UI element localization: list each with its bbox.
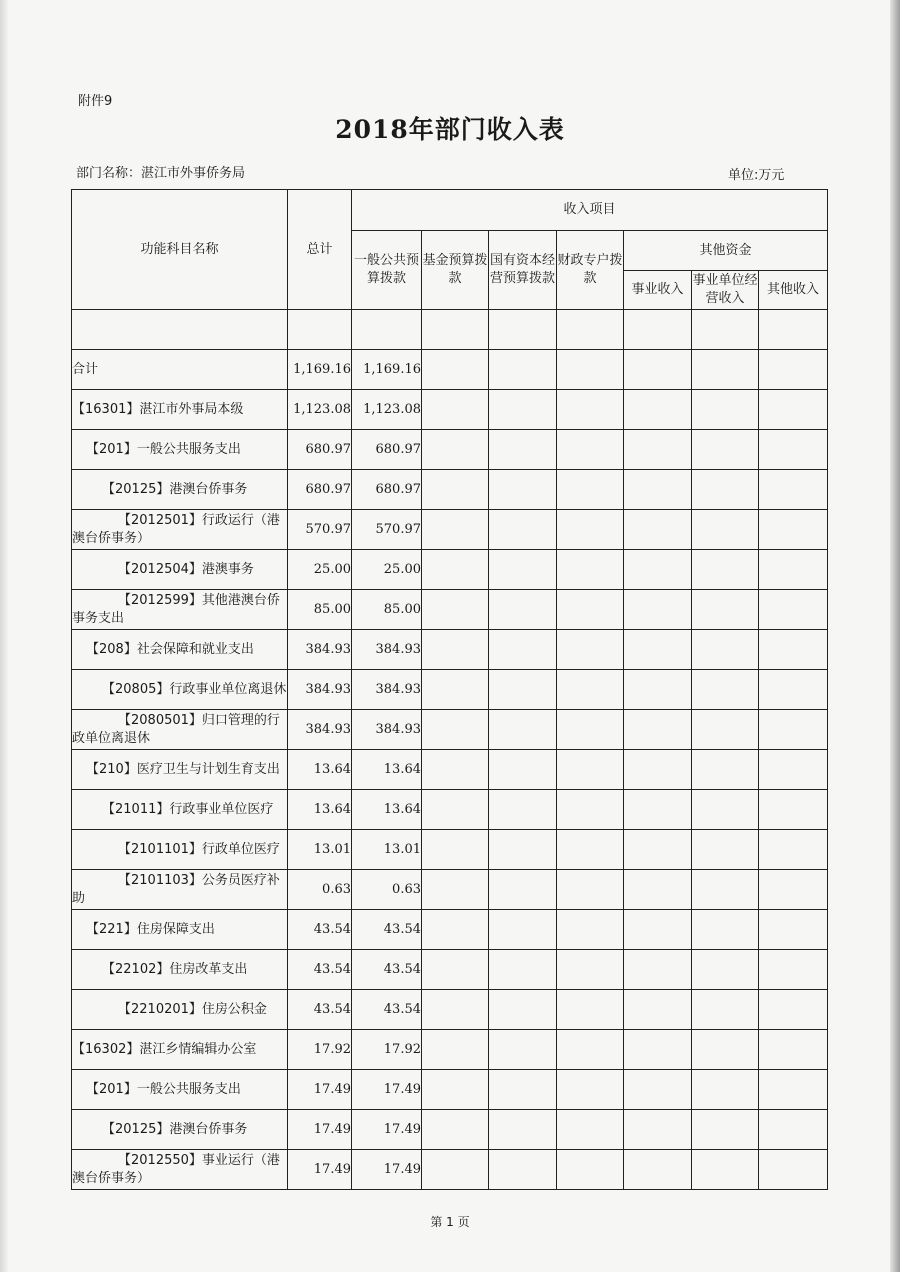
row-other-income bbox=[759, 470, 828, 510]
row-name: 【20805】行政事业单位离退休 bbox=[72, 670, 288, 710]
row-state-capital bbox=[489, 750, 557, 790]
row-state-capital bbox=[489, 630, 557, 670]
row-other-income bbox=[759, 350, 828, 390]
row-state-capital bbox=[489, 670, 557, 710]
row-state-capital bbox=[489, 510, 557, 550]
row-total: 17.92 bbox=[288, 1030, 352, 1070]
row-other-income bbox=[759, 630, 828, 670]
row-total: 85.00 bbox=[288, 590, 352, 630]
row-fund-budget bbox=[422, 670, 489, 710]
header-general-budget: 一般公共预算拨款 bbox=[352, 231, 422, 310]
row-fiscal-special bbox=[557, 990, 624, 1030]
row-business-income bbox=[624, 830, 692, 870]
row-unit-business-income bbox=[692, 710, 759, 750]
row-other-income bbox=[759, 710, 828, 750]
row-name: 【16301】湛江市外事局本级 bbox=[72, 390, 288, 430]
row-name: 【20125】港澳台侨事务 bbox=[72, 1110, 288, 1150]
row-business-income bbox=[624, 710, 692, 750]
row-total: 384.93 bbox=[288, 710, 352, 750]
row-name: 【221】住房保障支出 bbox=[72, 910, 288, 950]
row-fund-budget bbox=[422, 470, 489, 510]
row-general-budget: 13.64 bbox=[352, 790, 422, 830]
row-name: 【208】社会保障和就业支出 bbox=[72, 630, 288, 670]
row-name: 【2012504】港澳事务 bbox=[72, 550, 288, 590]
row-state-capital bbox=[489, 470, 557, 510]
row-fiscal-special bbox=[557, 710, 624, 750]
row-fiscal-special bbox=[557, 870, 624, 910]
header-income-items: 收入项目 bbox=[352, 190, 828, 231]
unit-label: 单位:万元 bbox=[728, 168, 785, 183]
row-fund-budget bbox=[422, 950, 489, 990]
table-row bbox=[72, 1110, 828, 1150]
row-unit-business-income bbox=[692, 870, 759, 910]
row-unit-business-income bbox=[692, 310, 759, 350]
row-state-capital bbox=[489, 790, 557, 830]
table-row bbox=[72, 310, 828, 350]
row-fund-budget bbox=[422, 390, 489, 430]
row-unit-business-income bbox=[692, 350, 759, 390]
row-other-income bbox=[759, 1110, 828, 1150]
row-total: 1,123.08 bbox=[288, 390, 352, 430]
table-row bbox=[72, 590, 828, 630]
row-total: 43.54 bbox=[288, 990, 352, 1030]
row-name bbox=[72, 310, 288, 350]
row-other-income bbox=[759, 510, 828, 550]
row-business-income bbox=[624, 590, 692, 630]
row-business-income bbox=[624, 790, 692, 830]
row-total: 43.54 bbox=[288, 950, 352, 990]
row-name: 【210】医疗卫生与计划生育支出 bbox=[72, 750, 288, 790]
header-unit-business-income: 事业单位经营收入 bbox=[692, 271, 759, 310]
row-business-income bbox=[624, 470, 692, 510]
row-other-income bbox=[759, 750, 828, 790]
row-general-budget: 680.97 bbox=[352, 430, 422, 470]
row-unit-business-income bbox=[692, 670, 759, 710]
header-other-income: 其他收入 bbox=[759, 271, 828, 310]
row-general-budget bbox=[352, 310, 422, 350]
row-other-income bbox=[759, 950, 828, 990]
row-general-budget: 43.54 bbox=[352, 950, 422, 990]
row-fiscal-special bbox=[557, 1110, 624, 1150]
row-other-income bbox=[759, 1030, 828, 1070]
row-name: 【21011】行政事业单位医疗 bbox=[72, 790, 288, 830]
row-fund-budget bbox=[422, 510, 489, 550]
row-unit-business-income bbox=[692, 550, 759, 590]
row-fiscal-special bbox=[557, 1030, 624, 1070]
row-other-income bbox=[759, 870, 828, 910]
row-unit-business-income bbox=[692, 1110, 759, 1150]
row-general-budget: 384.93 bbox=[352, 670, 422, 710]
income-table bbox=[71, 189, 828, 1190]
row-state-capital bbox=[489, 550, 557, 590]
header-business-income: 事业收入 bbox=[624, 271, 692, 310]
row-fund-budget bbox=[422, 310, 489, 350]
attachment-label: 附件9 bbox=[78, 94, 113, 109]
row-fiscal-special bbox=[557, 790, 624, 830]
row-fiscal-special bbox=[557, 910, 624, 950]
row-state-capital bbox=[489, 870, 557, 910]
row-state-capital bbox=[489, 1110, 557, 1150]
row-fiscal-special bbox=[557, 830, 624, 870]
page-edge-right bbox=[890, 0, 900, 1272]
row-other-income bbox=[759, 310, 828, 350]
row-general-budget: 680.97 bbox=[352, 470, 422, 510]
row-business-income bbox=[624, 1110, 692, 1150]
row-state-capital bbox=[489, 1150, 557, 1190]
row-unit-business-income bbox=[692, 1030, 759, 1070]
row-state-capital bbox=[489, 390, 557, 430]
table-row bbox=[72, 550, 828, 590]
row-unit-business-income bbox=[692, 470, 759, 510]
row-fund-budget bbox=[422, 710, 489, 750]
row-name: 【201】一般公共服务支出 bbox=[72, 430, 288, 470]
table-row bbox=[72, 910, 828, 950]
row-business-income bbox=[624, 510, 692, 550]
row-state-capital bbox=[489, 950, 557, 990]
row-fiscal-special bbox=[557, 390, 624, 430]
row-state-capital bbox=[489, 990, 557, 1030]
row-name: 【20125】港澳台侨事务 bbox=[72, 470, 288, 510]
table-row bbox=[72, 1030, 828, 1070]
row-general-budget: 17.92 bbox=[352, 1030, 422, 1070]
row-general-budget: 570.97 bbox=[352, 510, 422, 550]
row-unit-business-income bbox=[692, 990, 759, 1030]
row-business-income bbox=[624, 550, 692, 590]
row-fund-budget bbox=[422, 550, 489, 590]
row-total: 43.54 bbox=[288, 910, 352, 950]
page-number: 第 1 页 bbox=[430, 1215, 470, 1229]
row-state-capital bbox=[489, 710, 557, 750]
row-fiscal-special bbox=[557, 630, 624, 670]
row-name: 【201】一般公共服务支出 bbox=[72, 1070, 288, 1110]
table-row bbox=[72, 950, 828, 990]
row-fund-budget bbox=[422, 750, 489, 790]
row-name: 【2012501】行政运行（港澳台侨事务） bbox=[72, 510, 288, 550]
row-business-income bbox=[624, 630, 692, 670]
row-business-income bbox=[624, 1070, 692, 1110]
row-unit-business-income bbox=[692, 390, 759, 430]
row-general-budget: 17.49 bbox=[352, 1110, 422, 1150]
row-state-capital bbox=[489, 590, 557, 630]
row-general-budget: 17.49 bbox=[352, 1070, 422, 1110]
row-other-income bbox=[759, 910, 828, 950]
row-total: 13.64 bbox=[288, 750, 352, 790]
row-unit-business-income bbox=[692, 630, 759, 670]
header-fiscal-special: 财政专户拨款 bbox=[557, 231, 624, 310]
row-fiscal-special bbox=[557, 590, 624, 630]
row-business-income bbox=[624, 350, 692, 390]
row-unit-business-income bbox=[692, 910, 759, 950]
row-fund-budget bbox=[422, 990, 489, 1030]
table-row bbox=[72, 510, 828, 550]
row-other-income bbox=[759, 590, 828, 630]
row-fiscal-special bbox=[557, 430, 624, 470]
row-general-budget: 1,123.08 bbox=[352, 390, 422, 430]
row-fund-budget bbox=[422, 430, 489, 470]
row-general-budget: 384.93 bbox=[352, 710, 422, 750]
row-fiscal-special bbox=[557, 670, 624, 710]
row-fund-budget bbox=[422, 1070, 489, 1110]
row-general-budget: 13.64 bbox=[352, 750, 422, 790]
row-business-income bbox=[624, 870, 692, 910]
row-state-capital bbox=[489, 1030, 557, 1070]
page-edge-left bbox=[0, 0, 8, 1272]
table-row bbox=[72, 870, 828, 910]
row-general-budget: 43.54 bbox=[352, 990, 422, 1030]
row-other-income bbox=[759, 790, 828, 830]
row-business-income bbox=[624, 990, 692, 1030]
row-name: 【2080501】归口管理的行政单位离退休 bbox=[72, 710, 288, 750]
row-unit-business-income bbox=[692, 590, 759, 630]
header-fund-budget: 基金预算拨款 bbox=[422, 231, 489, 310]
row-total: 17.49 bbox=[288, 1150, 352, 1190]
row-fund-budget bbox=[422, 1110, 489, 1150]
row-unit-business-income bbox=[692, 430, 759, 470]
row-state-capital bbox=[489, 830, 557, 870]
row-fund-budget bbox=[422, 590, 489, 630]
row-general-budget: 43.54 bbox=[352, 910, 422, 950]
row-name: 【16302】湛江乡情编辑办公室 bbox=[72, 1030, 288, 1070]
table-row bbox=[72, 470, 828, 510]
row-total: 1,169.16 bbox=[288, 350, 352, 390]
row-name: 【2101103】公务员医疗补助 bbox=[72, 870, 288, 910]
row-fiscal-special bbox=[557, 310, 624, 350]
row-state-capital bbox=[489, 350, 557, 390]
table-row bbox=[72, 990, 828, 1030]
row-other-income bbox=[759, 390, 828, 430]
header-state-capital: 国有资本经营预算拨款 bbox=[489, 231, 557, 310]
row-unit-business-income bbox=[692, 950, 759, 990]
row-state-capital bbox=[489, 1070, 557, 1110]
table-row bbox=[72, 1150, 828, 1190]
row-fund-budget bbox=[422, 1030, 489, 1070]
row-total: 384.93 bbox=[288, 670, 352, 710]
row-name: 【2101101】行政单位医疗 bbox=[72, 830, 288, 870]
row-business-income bbox=[624, 1150, 692, 1190]
table-row bbox=[72, 630, 828, 670]
department-name: 部门名称：湛江市外事侨务局 bbox=[76, 166, 246, 181]
header-total: 总计 bbox=[288, 190, 352, 310]
row-fiscal-special bbox=[557, 350, 624, 390]
table-row bbox=[72, 710, 828, 750]
table-body bbox=[72, 310, 828, 1190]
row-unit-business-income bbox=[692, 750, 759, 790]
row-business-income bbox=[624, 910, 692, 950]
row-state-capital bbox=[489, 430, 557, 470]
row-other-income bbox=[759, 550, 828, 590]
row-total: 680.97 bbox=[288, 470, 352, 510]
row-business-income bbox=[624, 950, 692, 990]
row-total bbox=[288, 310, 352, 350]
row-other-income bbox=[759, 670, 828, 710]
row-name: 【2012599】其他港澳台侨事务支出 bbox=[72, 590, 288, 630]
page-title: 2018年部门收入表 bbox=[335, 115, 565, 144]
row-fund-budget bbox=[422, 830, 489, 870]
row-name: 【2210201】住房公积金 bbox=[72, 990, 288, 1030]
table-row bbox=[72, 750, 828, 790]
row-total: 13.01 bbox=[288, 830, 352, 870]
table-row bbox=[72, 390, 828, 430]
row-state-capital bbox=[489, 310, 557, 350]
row-unit-business-income bbox=[692, 1070, 759, 1110]
row-total: 17.49 bbox=[288, 1110, 352, 1150]
row-fund-budget bbox=[422, 1150, 489, 1190]
table-row bbox=[72, 350, 828, 390]
header-name: 功能科目名称 bbox=[72, 190, 288, 310]
table-row bbox=[72, 430, 828, 470]
row-business-income bbox=[624, 1030, 692, 1070]
row-unit-business-income bbox=[692, 830, 759, 870]
row-unit-business-income bbox=[692, 1150, 759, 1190]
row-unit-business-income bbox=[692, 510, 759, 550]
row-total: 13.64 bbox=[288, 790, 352, 830]
row-other-income bbox=[759, 1150, 828, 1190]
row-fund-budget bbox=[422, 910, 489, 950]
row-other-income bbox=[759, 430, 828, 470]
row-other-income bbox=[759, 1070, 828, 1110]
row-fund-budget bbox=[422, 870, 489, 910]
row-other-income bbox=[759, 990, 828, 1030]
header-other-funds: 其他资金 bbox=[624, 231, 828, 271]
row-general-budget: 0.63 bbox=[352, 870, 422, 910]
row-general-budget: 13.01 bbox=[352, 830, 422, 870]
row-total: 384.93 bbox=[288, 630, 352, 670]
row-general-budget: 384.93 bbox=[352, 630, 422, 670]
row-general-budget: 17.49 bbox=[352, 1150, 422, 1190]
row-name: 【2012550】事业运行（港澳台侨事务） bbox=[72, 1150, 288, 1190]
table-row bbox=[72, 830, 828, 870]
row-name: 【22102】住房改革支出 bbox=[72, 950, 288, 990]
row-general-budget: 1,169.16 bbox=[352, 350, 422, 390]
row-fiscal-special bbox=[557, 510, 624, 550]
row-general-budget: 25.00 bbox=[352, 550, 422, 590]
row-name: 合计 bbox=[72, 350, 288, 390]
row-business-income bbox=[624, 430, 692, 470]
row-fund-budget bbox=[422, 630, 489, 670]
row-fiscal-special bbox=[557, 1150, 624, 1190]
row-state-capital bbox=[489, 910, 557, 950]
row-total: 570.97 bbox=[288, 510, 352, 550]
row-fiscal-special bbox=[557, 1070, 624, 1110]
row-fund-budget bbox=[422, 790, 489, 830]
row-general-budget: 85.00 bbox=[352, 590, 422, 630]
row-unit-business-income bbox=[692, 790, 759, 830]
row-other-income bbox=[759, 830, 828, 870]
row-total: 0.63 bbox=[288, 870, 352, 910]
table-row bbox=[72, 670, 828, 710]
row-fund-budget bbox=[422, 350, 489, 390]
row-business-income bbox=[624, 310, 692, 350]
row-business-income bbox=[624, 670, 692, 710]
row-fiscal-special bbox=[557, 750, 624, 790]
row-fiscal-special bbox=[557, 470, 624, 510]
table-row bbox=[72, 1070, 828, 1110]
row-total: 680.97 bbox=[288, 430, 352, 470]
row-fiscal-special bbox=[557, 550, 624, 590]
row-business-income bbox=[624, 750, 692, 790]
table-row bbox=[72, 790, 828, 830]
row-total: 25.00 bbox=[288, 550, 352, 590]
row-business-income bbox=[624, 390, 692, 430]
row-total: 17.49 bbox=[288, 1070, 352, 1110]
row-fiscal-special bbox=[557, 950, 624, 990]
